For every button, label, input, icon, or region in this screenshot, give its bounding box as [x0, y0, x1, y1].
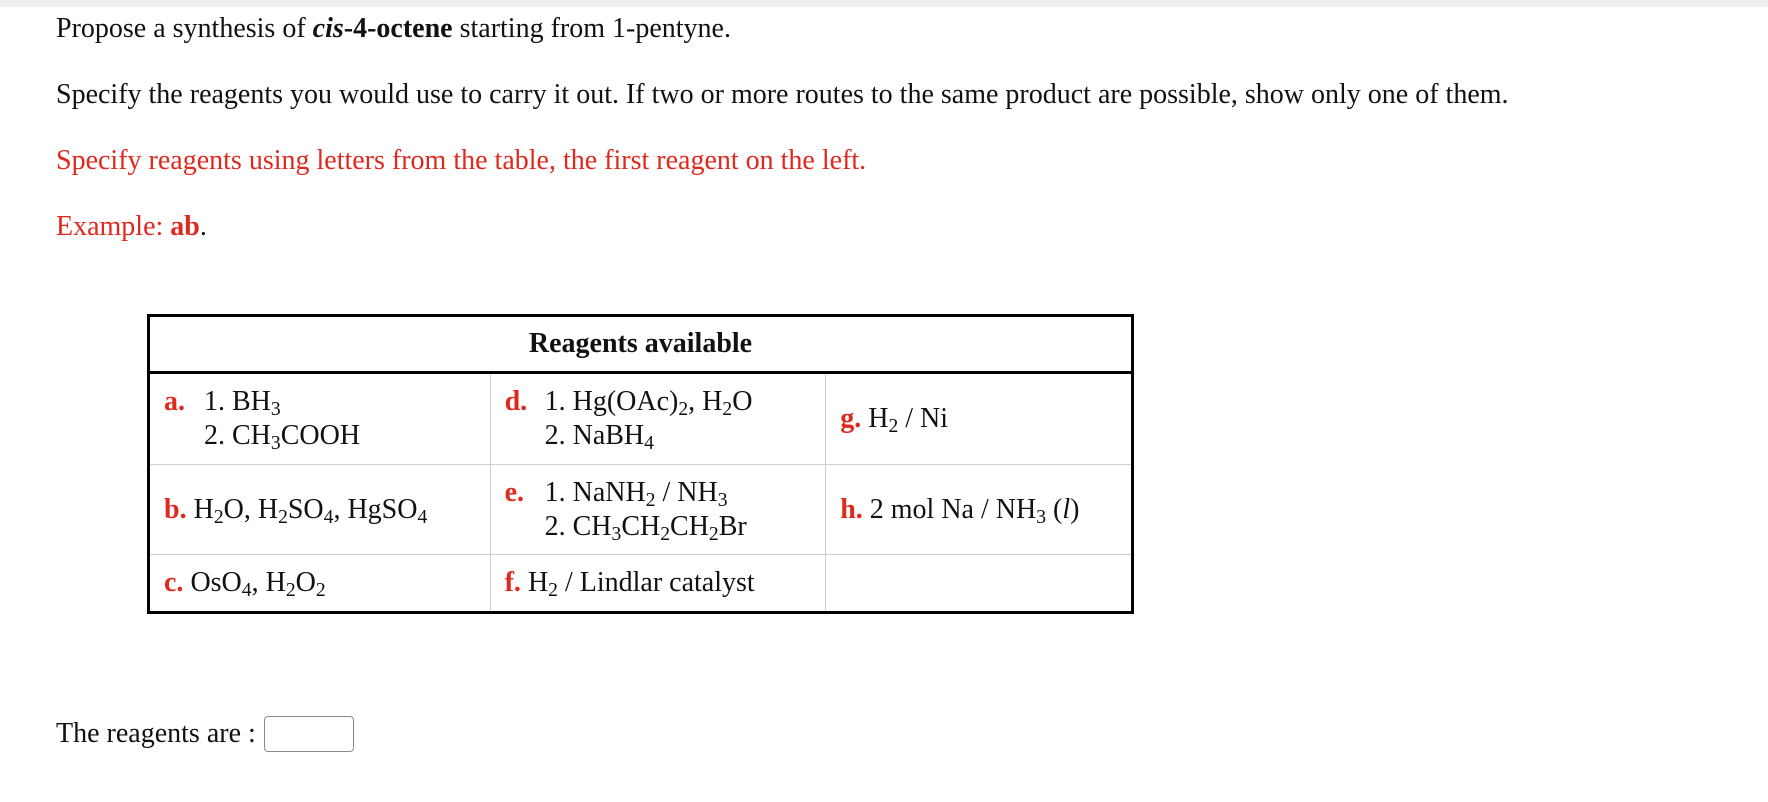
question-line-2: Specify the reagents you would use to carry it out. If two or more routes to the same product are possible, show only one of them. — [56, 79, 1509, 110]
reagents-table — [147, 314, 1134, 614]
reagent-f: f. $H_2$ / Lindlar catalyst — [490, 555, 826, 613]
answer-label: The reagents are : — [56, 718, 256, 749]
reagent-c: c. OsO$_4$, $H_2O_2$ — [149, 555, 491, 613]
empty-cell — [826, 555, 1133, 613]
answer-row — [56, 716, 354, 752]
example-line: Example: ab. — [56, 211, 207, 242]
table-header: Reagents available — [149, 316, 1133, 373]
instruction-line: Specify reagents using letters from the table, the first reagent on the left. — [56, 145, 867, 176]
reagent-a: a. 1. $BH_3$ 2. $CH_3COOH$ — [149, 373, 491, 465]
reagent-g: g. $H_2$ / Ni — [826, 373, 1133, 465]
reagent-h: h. 2 mol Na / $NH_3$ (l) — [826, 465, 1133, 555]
top-bar — [0, 0, 1768, 7]
reagents-answer-input[interactable] — [264, 716, 354, 752]
reagent-d: d. 1. $Hg(OAc)_2$, $H_2O$ 2. NaBH$_4$ — [490, 373, 826, 465]
reagent-e: e. 1. NaNH$_2$ / $NH_3$ 2. $CH_3CH_2CH_2Br$ — [490, 465, 826, 555]
reagent-b: b. $H_2O$, $H_2SO_4$, HgSO$_4$ — [149, 465, 491, 555]
question-line-1: Propose a synthesis of cis-4-octene starting from 1-pentyne. — [56, 13, 731, 44]
